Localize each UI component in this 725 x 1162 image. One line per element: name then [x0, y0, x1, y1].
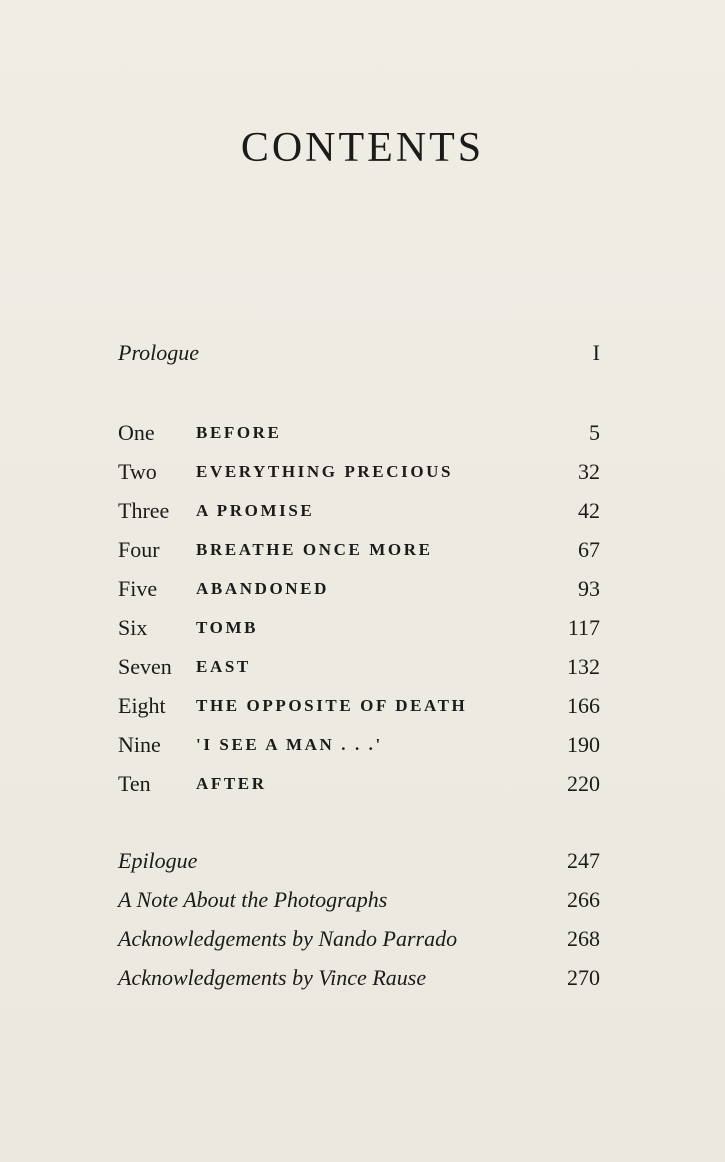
toc-chapter	[118, 613, 600, 643]
chapter-number: Five	[118, 576, 158, 601]
chapter-number: Ten	[118, 771, 151, 796]
chapter-number: One	[118, 420, 155, 445]
page-number: 32	[578, 459, 600, 484]
back-matter-label: Acknowledgements by Nando Parrado	[118, 926, 458, 951]
chapter-number: Six	[118, 615, 148, 640]
back-matter-label: Epilogue	[118, 848, 198, 873]
toc-back-matter	[118, 846, 600, 876]
page-number: 220	[567, 771, 600, 796]
page-title: CONTENTS	[240, 125, 485, 171]
toc-back-matter	[118, 924, 600, 954]
chapter-title: EVERYTHING PRECIOUS	[196, 462, 454, 481]
page-number: 190	[567, 732, 600, 757]
chapter-number: Four	[118, 537, 160, 562]
chapter-title: ABANDONED	[196, 579, 329, 598]
page-number: 268	[567, 926, 600, 951]
toc-chapter	[118, 457, 600, 487]
chapter-title: TOMB	[196, 618, 259, 637]
chapter-number: Eight	[118, 693, 166, 718]
chapter-number: Seven	[118, 654, 172, 679]
toc-chapter	[118, 535, 600, 565]
toc-back-matter	[118, 885, 600, 915]
toc-prologue	[118, 338, 600, 368]
page-number: 166	[567, 693, 600, 718]
chapter-title: THE OPPOSITE OF DEATH	[196, 696, 468, 715]
chapter-title: BREATHE ONCE MORE	[196, 540, 433, 559]
page-number: 117	[567, 615, 600, 640]
page-number: 266	[567, 887, 600, 912]
chapter-title: A PROMISE	[196, 501, 315, 520]
page-number: 42	[578, 498, 600, 523]
chapter-number: Nine	[118, 732, 161, 757]
page-number: 270	[567, 965, 600, 990]
page-number: 67	[578, 537, 600, 562]
chapter-number: Two	[118, 459, 157, 484]
toc-chapter	[118, 691, 600, 721]
chapter-title: AFTER	[196, 774, 267, 793]
toc-chapter	[118, 418, 600, 448]
toc-back-matter	[118, 963, 600, 993]
toc-chapter	[118, 652, 600, 682]
toc-chapter	[118, 496, 600, 526]
toc-chapter	[118, 730, 600, 760]
page-number: I	[592, 340, 600, 365]
page-number: 5	[589, 420, 600, 445]
back-matter-label: A Note About the Photographs	[118, 887, 388, 912]
page-number: 93	[578, 576, 600, 601]
back-matter-label: Acknowledgements by Vince Rause	[118, 965, 427, 990]
chapter-title: BEFORE	[196, 423, 282, 442]
chapter-title: EAST	[196, 657, 251, 676]
toc-chapter	[118, 769, 600, 799]
chapter-title: 'I SEE A MAN . . .'	[196, 735, 383, 754]
chapter-number: Three	[118, 498, 170, 523]
page-number: 247	[567, 848, 600, 873]
prologue-label: Prologue	[118, 340, 200, 365]
page-number: 132	[567, 654, 600, 679]
toc-chapter	[118, 574, 600, 604]
